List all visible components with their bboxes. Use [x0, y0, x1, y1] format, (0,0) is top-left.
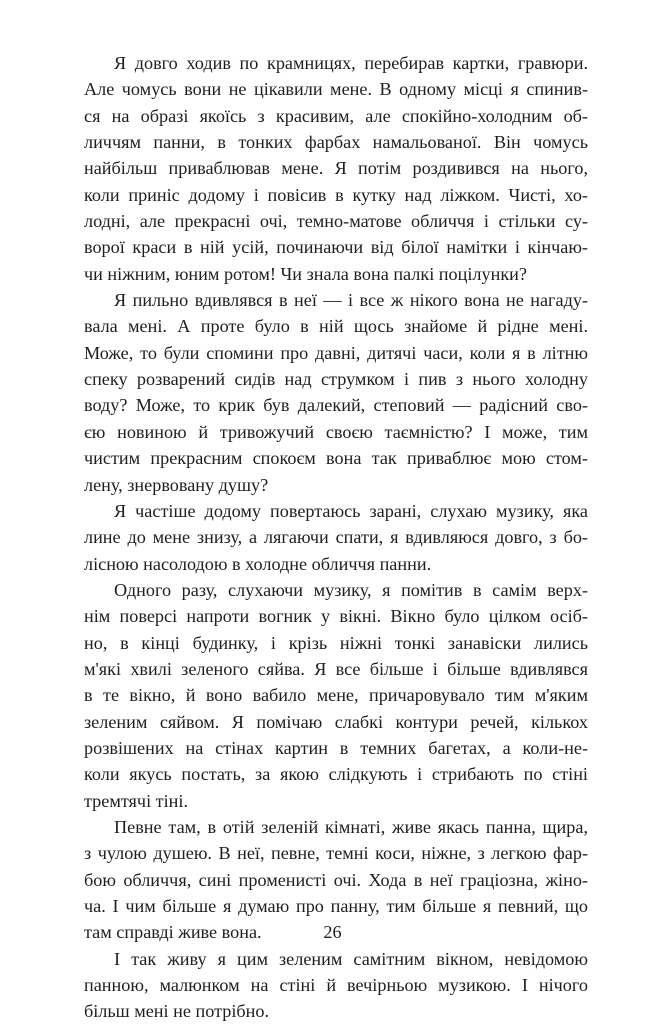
- text-line: І так живу я цим зеленим самітним вікном, невідомою: [114, 948, 588, 969]
- text-line: личчям панни, в тонких фарбах намальованої. Він чомусь: [84, 132, 588, 153]
- text-line: єю новиною й тривожучий своєю таємністю? І може, тим: [84, 421, 588, 442]
- text-line: тремтячі тіні.: [84, 790, 189, 811]
- text-line: найбільш приваблював мене. Я потім роздивився на нього,: [84, 158, 588, 179]
- text-line: коли якусь постать, за якою слідкують і стрибають по стіні: [84, 764, 588, 785]
- paragraph-2: [84, 287, 588, 498]
- text-line: Одного разу, слухаючи музику, я помітив в самім верх-: [114, 579, 588, 600]
- text-line: розвішених на стінах картин в темних багетах, а коли-не-: [84, 737, 588, 758]
- text-line: ворої краси в ній усій, починаючи від білої намітки і кінчаю-: [84, 237, 588, 258]
- paragraph-6: [84, 946, 588, 1025]
- body-text: [84, 50, 588, 1025]
- text-line: в те вікно, й воно вабило мене, причаровувало тим м'яким: [84, 685, 588, 706]
- text-line: м'які хвилі зеленого сяйва. Я все більше і більше вдивлявся: [84, 658, 588, 679]
- text-line: лену, знервовану душу?: [84, 474, 269, 495]
- text-line: нім поверсі напроти вогник у вікні. Вікно було цілком осіб-: [84, 606, 588, 627]
- text-line: лісною насолодою в холодне обличчя панни.: [84, 553, 432, 574]
- text-line: коли приніс додому і повісив в кутку над ліжком. Чисті, хо-: [84, 184, 588, 205]
- text-line: ся на образі якоїсь з красивим, але спокійно-холодним об-: [84, 105, 588, 126]
- text-line: лине до мене знизу, а лягаючи спати, я вдивляюся довго, з бо-: [84, 527, 588, 548]
- text-line: чи ніжним, юним ротом! Чи знала вона палкі поцілунки?: [84, 263, 527, 284]
- text-line: вала мені. А проте було в ній щось знайоме й рідне мені.: [84, 316, 588, 337]
- text-line: Я довго ходив по крамницях, перебирав картки, гравюри.: [114, 53, 588, 73]
- text-line: Певне там, в отій зеленій кімнаті, живе якась панна, щира,: [114, 816, 588, 837]
- text-line: з чулою душею. В неї, певне, темні коси, ніжне, з легкою фар-: [84, 843, 588, 864]
- text-line: Я частіше додому повертаюсь зарані, слухаю музику, яка: [114, 500, 588, 521]
- text-line: воду? Може, то крик був далекий, степовий — радісний сво-: [84, 395, 588, 416]
- text-line: Може, то були спомини про давні, дитячі часи, коли я в літню: [84, 342, 588, 363]
- text-line: лодні, але прекрасні очі, темно-матове обличчя і стільки су-: [84, 211, 588, 232]
- text-line: там справді живе вона.: [84, 922, 262, 943]
- text-line: но, в кінці будинку, і крізь ніжні тонкі занавіски лились: [84, 632, 588, 653]
- text-line: панною, малюнком на стіні й вечірньою музикою. І нічого: [84, 975, 588, 996]
- text-line: ча. І чим більше я думаю про панну, тим більше я певний, що: [84, 896, 588, 916]
- text-line: Я пильно вдивлявся в неї — і все ж нікого вона не нагаду-: [114, 290, 588, 311]
- page-number: 26: [323, 922, 342, 942]
- paragraph-1: [84, 50, 588, 287]
- paragraph-3: [84, 498, 588, 577]
- text-line: Але чомусь вони не цікавили мене. В одному місці я спинив-: [84, 79, 588, 100]
- text-line: спеку розварений сидів над струмком і пив з нього холодну: [84, 369, 588, 390]
- text-line: більш мені не потрібно.: [84, 1001, 270, 1022]
- paragraph-4: [84, 577, 588, 814]
- text-line: зеленим сяйвом. Я помічаю слабкі контури речей, кількох: [84, 711, 588, 732]
- text-line: чистим прекрасним спокоєм вона так приваблює мою стом-: [84, 448, 588, 469]
- text-line: бою обличчя, сині променисті очі. Хода в неї граціозна, жіно-: [84, 869, 588, 890]
